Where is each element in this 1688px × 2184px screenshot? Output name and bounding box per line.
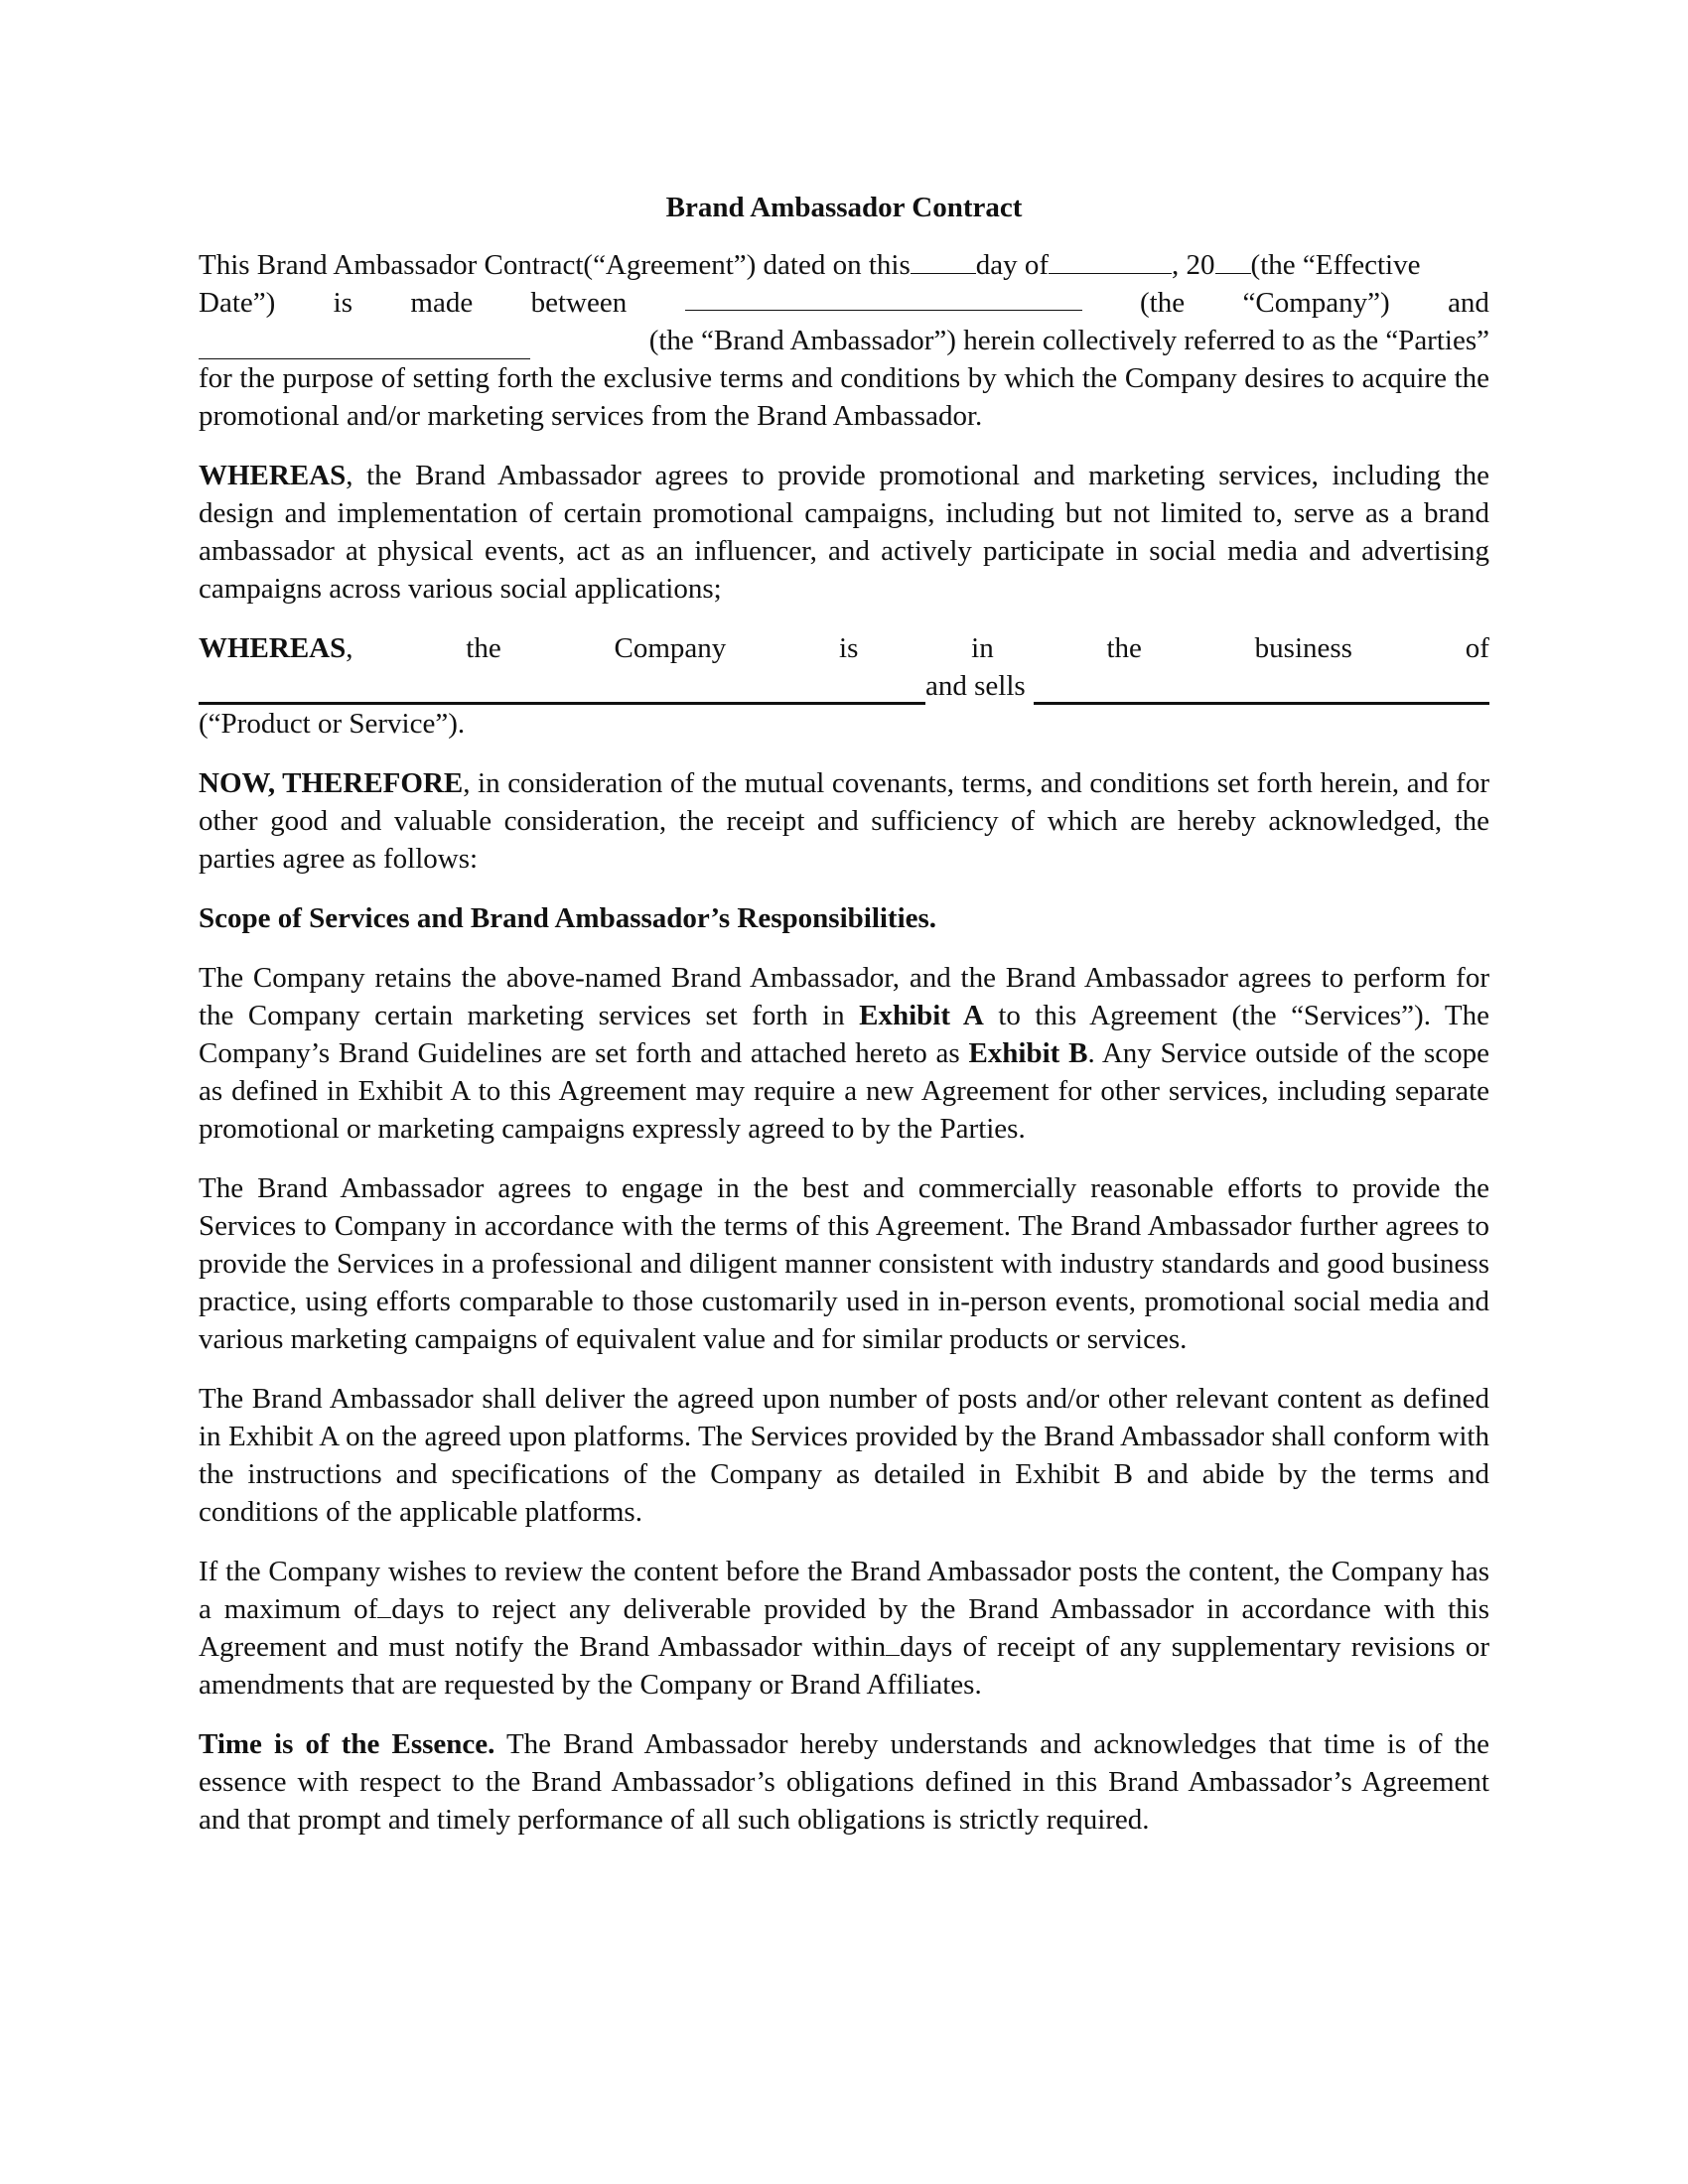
word-is: is [333, 287, 353, 319]
whereas-2-tail: (“Product or Service”). [199, 708, 466, 740]
whereas-2-line-1 [199, 629, 1489, 667]
whereas-2-word-4: in [971, 632, 994, 664]
review-text-b: days to reject any deliverable provided by the Brand Ambassador in accordance with this Agreement and must notify the Brand Ambassador within [199, 1593, 1489, 1663]
now-therefore-text: , in consideration of the mutual covenants, terms, and conditions set forth herein, and for other good and valuable consideration, the receipt and sufficiency of which are hereby acknowledged, the parties agree as follows: [199, 767, 1490, 875]
year-blank[interactable] [1215, 247, 1251, 274]
retains-text-a: The Company retains the above-named Brand Ambassador, and the Brand Ambassador agrees to perform for the Company certain marketing services set forth in [199, 962, 1489, 1031]
whereas-2-word-2: Company [614, 632, 727, 664]
exhibit-a-ref: Exhibit A [859, 1000, 984, 1031]
intro-text-1: This Brand Ambassador Contract(“Agreement”) dated on this [199, 249, 911, 281]
intro-line-2 [199, 284, 1489, 322]
whereas-lead-2: WHEREAS [199, 632, 347, 664]
whereas-2-word-6: business [1254, 632, 1352, 664]
review-text-a: If the Company wishes to review the content before the Brand Ambassador posts the content, the Company has a maximum of [199, 1556, 1489, 1625]
whereas-paragraph-1 [199, 457, 1489, 608]
intro-paragraph [199, 246, 1489, 435]
deliver-paragraph: The Brand Ambassador shall deliver the agreed upon number of posts and/or other relevant content as defined in Exhibit A on the agreed upon platforms. The Services provided by the Brand Ambassador shall conform with the instructions and specifications of the Company as detailed in Exhibit B and abide by the terms and conditions of the applicable platforms. [199, 1383, 1489, 1528]
ambassador-name-blank[interactable] [199, 333, 530, 359]
time-essence-text: The Brand Ambassador hereby understands and acknowledges that time is of the essence with respect to the Brand Ambassador’s obligations defined in this Brand Ambassador’s Agreement and that prompt and timely performance of all such obligations is strictly required. [199, 1728, 1489, 1836]
review-text-c: days of receipt of any supplementary revisions or amendments that are requested by the Company or Brand Affiliates. [199, 1631, 1489, 1701]
whereas-2-line-2 [199, 667, 1489, 705]
retains-text-b: to this Agreement (the “Services”). The Company’s Brand Guidelines are set forth and attached hereto as [199, 1000, 1490, 1069]
product-blank[interactable] [1034, 672, 1489, 705]
intro-text-4: (the “Effective [1250, 249, 1421, 281]
whereas-lead-1: WHEREAS [199, 460, 347, 491]
word-and: and [1448, 287, 1489, 319]
whereas-2-word-3: is [839, 632, 859, 664]
contract-body [199, 189, 1489, 1860]
now-therefore-paragraph [199, 764, 1489, 878]
company-name-blank[interactable] [685, 284, 1082, 311]
intro-text-6: for the purpose of setting forth the exclusive terms and conditions by which the Company desires to acquire the promotional and/or marketing services from the Brand Ambassador. [199, 362, 1489, 432]
whereas-2-word-5: the [1106, 632, 1142, 664]
whereas-2-word-1: the [466, 632, 501, 664]
review-paragraph [199, 1553, 1489, 1704]
word-the: (the [1140, 287, 1186, 319]
intro-line-1 [199, 246, 1489, 284]
time-essence-lead: Time is of the Essence. [199, 1728, 495, 1760]
time-essence-paragraph [199, 1725, 1489, 1839]
whereas-comma: , [346, 632, 353, 664]
day-blank[interactable] [911, 247, 976, 274]
scope-heading: Scope of Services and Brand Ambassador’s Responsibilities. [199, 902, 937, 934]
intro-text-3: , 20 [1172, 249, 1215, 281]
word-between: between [530, 287, 628, 319]
whereas-2-word-7: of [1465, 632, 1489, 664]
efforts-paragraph: The Brand Ambassador agrees to engage in the best and commercially reasonable efforts to provide the Services to Company in accordance with the terms of this Agreement. The Brand Ambassador further agrees to provide the Services in a professional and diligent manner consistent with industry standards and good business practice, using efforts comparable to those customarily used in in-person events, promotional social media and various marketing campaigns of equivalent value and for similar products or services. [199, 1172, 1489, 1355]
now-therefore-lead: NOW, THEREFORE [199, 767, 464, 799]
whereas-text-1: , the Brand Ambassador agrees to provide promotional and marketing services, including the design and implementation of certain promotional campaigns, including but not limited to, serve as a brand ambassador at physical events, act as an influencer, and actively participate in social media and advertising campaigns across various social applications; [199, 460, 1489, 605]
notify-days-blank[interactable] [886, 1629, 900, 1656]
review-days-blank[interactable] [377, 1591, 391, 1618]
business-blank[interactable] [199, 676, 925, 705]
month-blank[interactable] [1049, 247, 1172, 274]
word-made: made [410, 287, 474, 319]
retains-paragraph [199, 959, 1489, 1148]
and-sells-text: and sells [925, 670, 1026, 702]
intro-line-3 [199, 322, 1489, 359]
document-title: Brand Ambassador Contract [665, 192, 1023, 223]
intro-text-2: day of [975, 249, 1050, 281]
retains-text-c: . Any Service outside of the scope as defined in Exhibit A to this Agreement may require a new Agreement for other services, including separate promotional or marketing campaigns expressly agreed to by the Parties. [199, 1037, 1490, 1145]
word-company: “Company”) [1242, 287, 1390, 319]
exhibit-b-ref: Exhibit B [968, 1037, 1088, 1069]
intro-text-5: (the “Brand Ambassador”) herein collectively referred to as the “Parties” [648, 325, 1489, 356]
word-date: Date”) [199, 287, 276, 319]
whereas-paragraph-2 [199, 629, 1489, 743]
